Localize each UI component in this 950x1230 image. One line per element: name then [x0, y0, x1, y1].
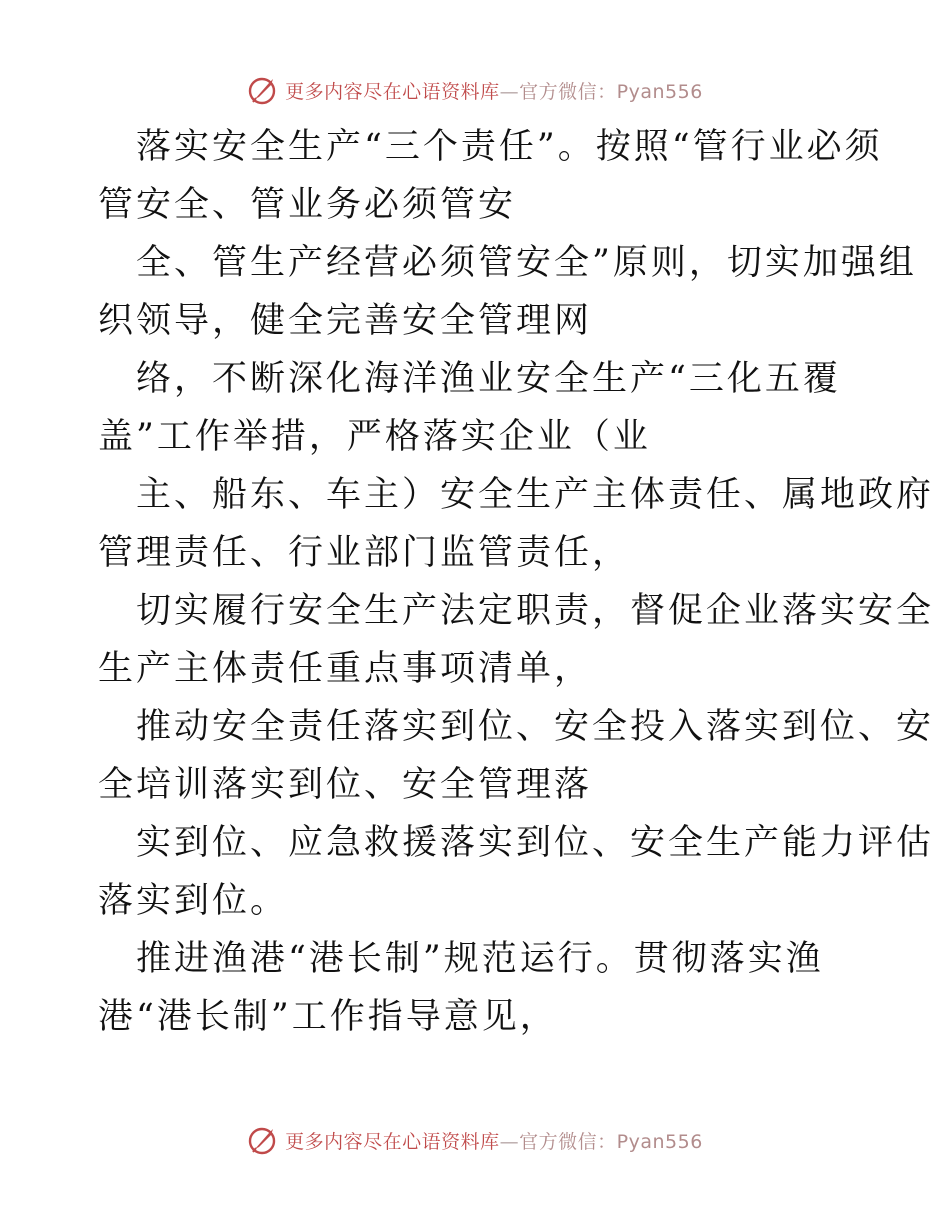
paragraph-line: 港“港长制”工作指导意见， [98, 997, 558, 1037]
quill-pen-circle-icon [247, 74, 279, 106]
paragraph-line: 织领导，健全完善安全管理网 [98, 301, 593, 341]
paragraph [98, 698, 935, 814]
paragraph-line: 全、管生产经营必须管安全”原则，切实加强组 [136, 243, 917, 283]
header-watermark [0, 70, 950, 110]
paragraph-line: 主、船东、车主）安全生产主体责任、属地政府 [136, 475, 935, 515]
paragraph [98, 118, 883, 234]
watermark-contact: 官方微信：Pyan556 [519, 1130, 703, 1153]
paragraph-line: 全培训落实到位、安全管理落 [98, 765, 593, 805]
paragraph-line: 落实安全生产“三个责任”。按照“管行业必须 [136, 127, 883, 167]
footer-watermark [0, 1120, 950, 1160]
paragraph [98, 814, 935, 930]
paragraph-line: 推动安全责任落实到位、安全投入落实到位、安 [136, 707, 935, 747]
paragraph-line: 切实履行安全生产法定职责，督促企业落实安全 [136, 591, 935, 631]
paragraph [98, 234, 917, 350]
paragraph [98, 350, 858, 466]
paragraph [98, 466, 935, 582]
quill-pen-circle-icon [247, 1124, 279, 1156]
paragraph [98, 582, 935, 698]
watermark-brand: 更多内容尽在心语资料库 [285, 80, 500, 103]
watermark-text [285, 1127, 703, 1154]
paragraph [98, 930, 858, 1046]
paragraph-line: 盖”工作举措，严格落实企业（业 [98, 417, 651, 457]
document-body [98, 118, 935, 1046]
paragraph-line: 络，不断深化海洋渔业安全生产“三化五覆 [136, 359, 841, 399]
watermark-separator: — [499, 1130, 520, 1153]
watermark-brand: 更多内容尽在心语资料库 [285, 1130, 500, 1153]
watermark-text [285, 77, 703, 104]
watermark-contact: 官方微信：Pyan556 [519, 80, 703, 103]
paragraph-line: 落实到位。 [98, 881, 289, 921]
paragraph-line: 生产主体责任重点事项清单， [98, 649, 593, 689]
paragraph-line: 实到位、应急救援落实到位、安全生产能力评估 [136, 823, 935, 863]
paragraph-line: 管安全、管业务必须管安 [98, 185, 517, 225]
paragraph-line: 推进渔港“港长制”规范运行。贯彻落实渔 [136, 939, 824, 979]
paragraph-line: 管理责任、行业部门监管责任， [98, 533, 631, 573]
watermark-separator: — [499, 80, 520, 103]
